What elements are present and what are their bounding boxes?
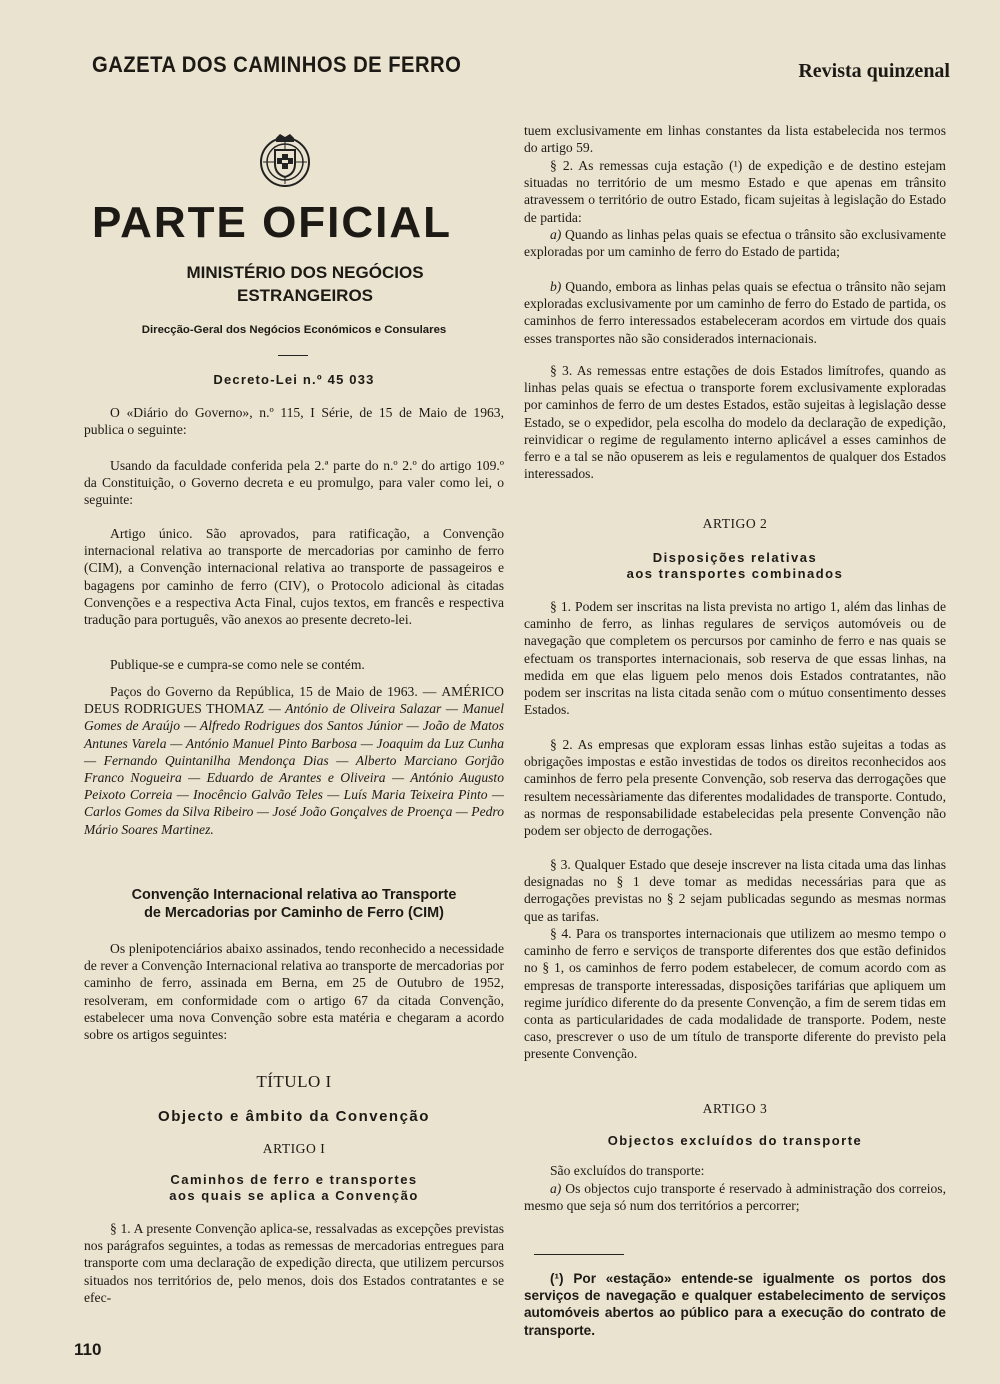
directorate: Direcção-Geral dos Negócios Económicos e Consulares	[141, 324, 447, 336]
president-name: AMÉRICO DEUS RODRIGUES THOMAZ	[84, 684, 504, 717]
titulo-heading: TÍTULO I	[256, 1072, 332, 1091]
artigo-subheading: Disposições relativas aos transportes combinados	[626, 550, 844, 581]
paragraph: O «Diário do Governo», n.º 115, I Série, de 15 de Maio de 1963, publica o seguinte:	[84, 405, 504, 438]
paragraph: Usando da faculdade conferida pela 2.ª parte do n.º 2.º do artigo 109.º da Constituição, o Governo decreta e eu promulgo, para valer como lei, o seguinte:	[84, 458, 504, 508]
paragraph: a) Quando as linhas pelas quais se efectua o trânsito são exclusivamente exploradas por um caminho de ferro do Estado de partida;	[524, 227, 946, 260]
artigo-heading: ARTIGO 3	[702, 1101, 768, 1116]
paragraph: Artigo único. São aprovados, para ratificação, a Convenção internacional relativa ao transporte de mercadorias por caminho de ferro (CIM), a Convenção internacional relativa ao transporte de passageiros e bagagens por caminho de ferro (CIV), o Protocolo adicional às citadas Convenções e a respectiva Acta Final, cujos textos, em francês e respectiva tradução para português, vão anexos ao presente decreto-lei.	[84, 526, 504, 628]
paragraph: Os plenipotenciários abaixo assinados, tendo reconhecido a necessidade de rever a Convenção Internacional relativa ao transporte de mercadorias por caminho de ferro, assinada em Berna, em 25 de Outubro de 1952, resolveram, em conformidade com o artigo 67 da citada Convenção, estabelecer uma nova Convenção sobre esta matéria e chegaram a acordo sobre os artigos seguintes:	[84, 941, 504, 1043]
paragraph: § 4. Para os transportes internacionais que utilizem ao mesmo tempo o caminho de ferro e serviços de transporte diferentes dos que estão definidos no § 1, os caminhos de ferro podem estabelecer, de comum acordo com as empresas de transporte interessadas, disposições tarifárias que apliquem um regime jurídico diferente do da presente Convenção, a fim de serem tidas em conta as particularidades de cada modalidade de transporte. Podem, neste caso, prescrever o uso de um título de transporte diferente do previsto pela presente Convenção.	[524, 926, 946, 1062]
divider	[278, 355, 308, 356]
decree-number: Decreto-Lei n.º 45 033	[213, 372, 375, 387]
paragraph: § 2. As remessas cuja estação (¹) de expedição e de destino estejam situadas no território de um mesmo Estado e que apenas em trânsito atravessem o território de outro Estado, ficam sujeitas à legislação do Estado de partida:	[524, 158, 946, 225]
footnote: (¹) Por «estação» entende-se igualmente os portos dos serviços de navegação e qualquer estabelecimento de serviços automóveis abertos ao público para a execução do contrato de transporte.	[524, 1271, 946, 1338]
paragraph: b) Quando, embora as linhas pelas quais se efectua o trânsito não sejam exploradas exclusivamente por um caminho de ferro do Estado de partida, os caminhos de ferro interessados estabeleceram acordos em virtude dos quais esses transportes não são considerados internacionais.	[524, 279, 946, 346]
footnote-divider	[534, 1254, 624, 1255]
artigo-heading: ARTIGO I	[262, 1141, 326, 1156]
artigo-subheading: Objectos excluídos do transporte	[607, 1133, 863, 1148]
artigo-subheading: Caminhos de ferro e transportes aos quais se aplica a Convenção	[169, 1172, 419, 1203]
journal-title: GAZETA DOS CAMINHOS DE FERRO	[92, 52, 462, 77]
paragraph: Publique-se e cumpra-se como nele se contém.	[110, 657, 365, 672]
paragraph: § 2. As empresas que exploram essas linhas estão sujeitas a todas as obrigações impostas e estão investidas de todos os direitos reconhecidos aos caminhos de ferro pela presente Convenção, sob reserva das derrogações que resultem necessàriamente das diferentes modalidades de transporte. Contudo, as normas de responsabilidade estabelecidas pela presente Convenção não podem ser objecto de derrogações.	[524, 737, 946, 839]
artigo-heading: ARTIGO 2	[702, 516, 768, 531]
ministry-line-2: ESTRANGEIROS	[236, 286, 374, 305]
ministry-line-1: MINISTÉRIO DOS NEGÓCIOS	[186, 263, 424, 282]
portuguese-coat-of-arms-icon	[258, 132, 312, 194]
titulo-subheading: Objecto e âmbito da Convenção	[158, 1108, 430, 1125]
paragraph: tuem exclusivamente em linhas constantes da lista estabelecida nos termos do artigo 59.	[524, 123, 946, 156]
paragraph: § 1. A presente Convenção aplica-se, ressalvadas as excepções previstas nos parágrafos seguintes, a todas as remessas de mercadorias entregues para transporte com uma declaração de expedição directa, que utilizem percursos situados nos territórios de, pelo menos, dois dos Estados contratantes e se efec-	[84, 1221, 504, 1305]
paragraph: § 3. As remessas entre estações de dois Estados limítrofes, quando as linhas pelas quais se efectua o transporte forem exclusivamente exploradas por caminhos de ferro de um destes Estados, estão sujeitas à legislação desse Estado, se o expedidor, pela escolha do modelo da declaração de expedição, reinvidicar o regime de regulamento interno aplicável a esses caminhos de ferro e a tal se não opuserem as leis e regulamentos de qualquer dos Estados interessados.	[524, 363, 946, 482]
section-title: PARTE OFICIAL	[92, 198, 453, 247]
signature-block: Paços do Governo da República, 15 de Maio de 1963. — AMÉRICO DEUS RODRIGUES THOMAZ — António de Oliveira Salazar — Manuel Gomes de Araújo — Alfredo Rodrigues dos Santos Júnior — João de Matos Antunes Varela — António Manuel Pinto Barbosa — Joaquim da Luz Cunha — Fernando Quintanilha Mendonça Dias — Alberto Marciano Gorjão Franco Nogueira — Eduardo de Arantes e Oliveira — António Augusto Peixoto Correia — Inocêncio Galvão Teles — Luís Maria Teixeira Pinto — Carlos Gomes da Silva Ribeiro — José João Gonçalves de Proença — Pedro Mário Soares Martinez.	[84, 684, 504, 837]
paragraph: a) Os objectos cujo transporte é reservado à administração dos correios, mesmo que seja só num dos territórios a percorrer;	[524, 1181, 946, 1214]
paragraph: § 3. Qualquer Estado que deseje inscrever na lista citada uma das linhas designadas no § 1 deve tomar as medidas necessárias para que as derrogações previstas no § 2 sejam publicadas segundo as mesmas normas que as tarifas.	[524, 857, 946, 924]
convention-title: Convenção Internacional relativa ao Transporte de Mercadorias por Caminho de Ferro (CIM)	[131, 887, 457, 921]
page-number: 110	[74, 1340, 102, 1359]
periodicity-label: Revista quinzenal	[798, 60, 950, 82]
paragraph: § 1. Podem ser inscritas na lista prevista no artigo 1, além das linhas de caminho de ferro, as linhas regulares de serviços automóveis ou de navegação que completem os percursos por caminho de ferro e nas quais se efectuam os transportes internacionais, sob reserva de que essas linhas, na medida em que elas liguem pelo menos dois Estados contratantes, não podem ser inscritas na lista citada senão com o mútuo consentimento desses Estados.	[524, 599, 946, 718]
signatories: — António de Oliveira Salazar — Manuel Gomes de Araújo — Alfredo Rodrigues dos Santos Júnior — João de Matos Antunes Varela — António Manuel Pinto Barbosa — Joaquim da Luz Cunha — Fernando Quintanilha Mendonça Dias — Alberto Marciano Gorjão Franco Nogueira — Eduardo de Arantes e Oliveira — António Augusto Peixoto Correia — Inocêncio Galvão Teles — Luís Maria Teixeira Pinto — Carlos Gomes da Silva Ribeiro — José João Gonçalves de Proença — Pedro Mário Soares Martinez.	[84, 701, 504, 837]
paragraph: São excluídos do transporte:	[550, 1163, 705, 1178]
